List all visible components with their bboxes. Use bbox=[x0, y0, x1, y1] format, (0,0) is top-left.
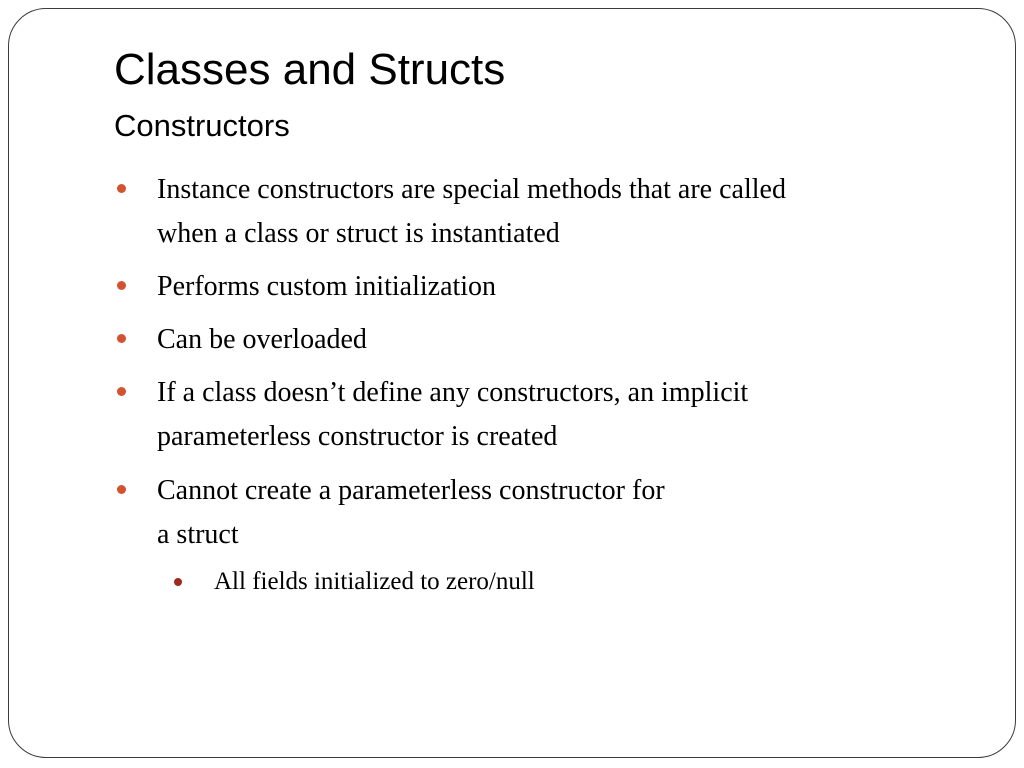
bullet-dot-icon bbox=[117, 485, 126, 494]
bullet-dot-icon bbox=[117, 334, 126, 343]
sub-bullet-dot-icon bbox=[174, 578, 182, 586]
slide-subtitle: Constructors bbox=[114, 108, 290, 143]
bullet-line: Performs custom initialization bbox=[157, 271, 497, 302]
bullet-line: a struct bbox=[157, 519, 239, 550]
bullet-line: when a class or struct is instantiated bbox=[157, 218, 560, 249]
slide-title: Classes and Structs bbox=[114, 45, 506, 94]
bullet-line: parameterless constructor is created bbox=[157, 421, 558, 452]
bullet-dot-icon bbox=[117, 281, 126, 290]
bullet-dot-icon bbox=[117, 387, 126, 396]
bullet-line: Can be overloaded bbox=[157, 324, 367, 355]
bullet-line: Cannot create a parameterless constructor for bbox=[157, 475, 665, 506]
bullet-line: All fields initialized to zero/null bbox=[214, 568, 535, 595]
bullet-line: If a class doesn’t define any constructors, an implicit bbox=[157, 377, 749, 408]
bullet-line: Instance constructors are special methods that are called bbox=[157, 174, 786, 205]
bullet-dot-icon bbox=[117, 184, 126, 193]
